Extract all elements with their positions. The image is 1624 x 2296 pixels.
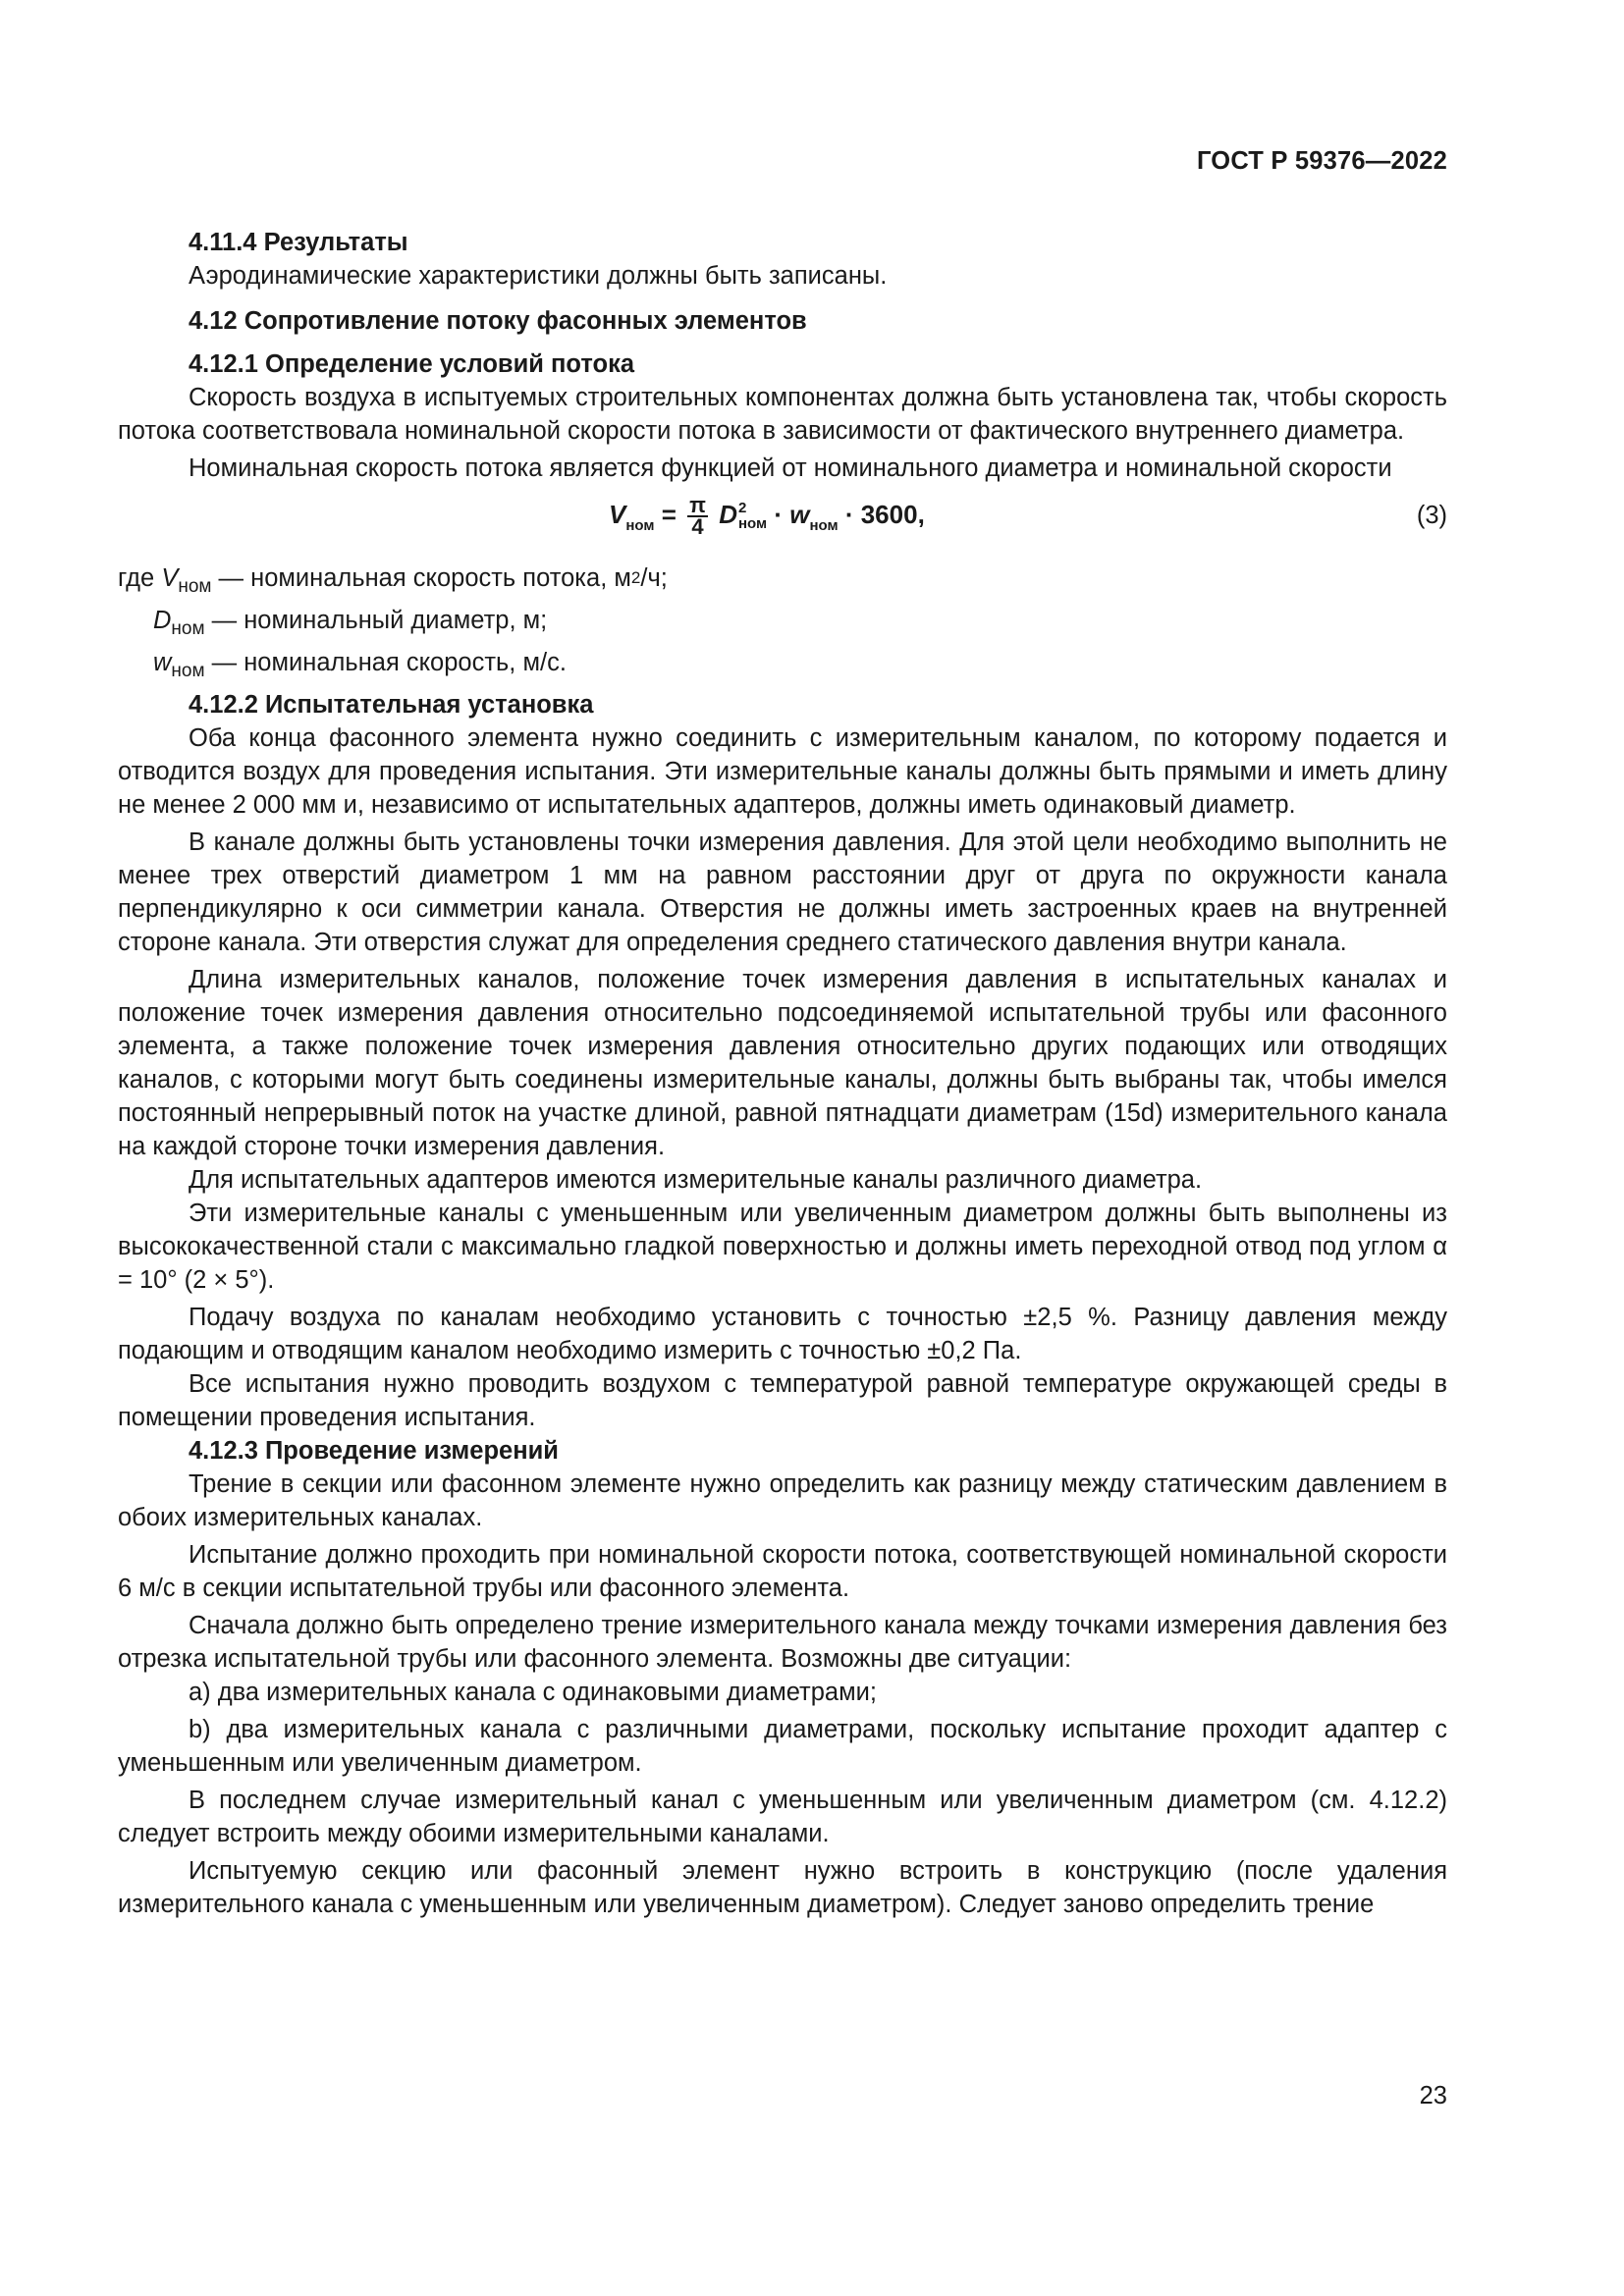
where-desc: — номинальный диаметр, м; bbox=[211, 607, 548, 634]
paragraph: Длина измерительных каналов, положение точек измерения давления в испытательных каналах и положение точек измерения давления относительно подсоединяемой испытательной трубы или фасонного элемента, а также положение точек измерения давления относительно других подающих или отводящих каналов, с которыми могут быть соединены измерительные каналы, должны быть выбраны так, чтобы имелся постоянный непрерывный поток на участке длиной, равной пятнадцати диаметрам (15d) измерительного канала на каждой стороне точки измерения давления. bbox=[118, 966, 1447, 1160]
paragraph: Номинальная скорость потока является функцией от номинального диаметра и номинальной скорости bbox=[189, 454, 1392, 482]
where-symbol-sub: ном bbox=[171, 661, 205, 681]
where-list bbox=[118, 561, 1447, 688]
paragraph: Сначала должно быть определено трение измерительного канала между точками измерения давления без отрезка испытательной трубы или фасонного элемента. Возможны две ситуации: bbox=[118, 1612, 1447, 1673]
formula-lhs: V bbox=[609, 500, 626, 529]
where-item bbox=[118, 561, 1447, 604]
section-heading-4-11-4: 4.11.4 Результаты bbox=[189, 229, 408, 256]
formula-d-scripts bbox=[738, 501, 767, 532]
list-item-a: a) два измерительных канала с одинаковыми диаметрами; bbox=[189, 1679, 877, 1706]
formula-lhs-sub: ном bbox=[625, 517, 655, 534]
section-heading-4-12-1: 4.12.1 Определение условий потока bbox=[189, 350, 635, 378]
paragraph: Все испытания нужно проводить воздухом с температурой равной температуре окружающей среды в помещении проведения испытания. bbox=[118, 1370, 1447, 1431]
list-item-b: b) два измерительных канала с различными диаметрами, поскольку испытание проходит адаптер с уменьшенным или увеличенным диаметром. bbox=[118, 1716, 1447, 1777]
where-symbol: D bbox=[153, 607, 172, 634]
formula-w: w bbox=[789, 500, 810, 529]
where-item bbox=[118, 604, 1447, 646]
section-heading-4-12-2: 4.12.2 Испытательная установка bbox=[189, 691, 594, 719]
where-lead: где bbox=[118, 564, 155, 592]
where-desc-sup: 2 bbox=[630, 568, 641, 587]
where-item bbox=[118, 646, 1447, 688]
formula-equals: = bbox=[661, 500, 677, 529]
where-symbol-sub: ном bbox=[178, 576, 212, 597]
formula-row bbox=[118, 495, 1447, 544]
paragraph: Для испытательных адаптеров имеются измерительные каналы различного диаметра. bbox=[189, 1166, 1203, 1194]
paragraph: Испытание должно проходить при номинальной скорости потока, соответствующей номинальной скорости 6 м/с в секции испытательной трубы или фасонного элемента. bbox=[118, 1541, 1447, 1602]
where-symbol: w bbox=[153, 649, 172, 676]
page-number: 23 bbox=[1419, 2082, 1447, 2109]
paragraph: Трение в секции или фасонном элементе нужно определить как разницу между статическим давлением в обоих измерительных каналах. bbox=[118, 1470, 1447, 1531]
paragraph: В последнем случае измерительный канал с уменьшенным или увеличенным диаметром (см. 4.12.2) следует встроить между обоими измерительными каналами. bbox=[118, 1787, 1447, 1847]
section-heading-4-12: 4.12 Сопротивление потоку фасонных элементов bbox=[189, 307, 807, 335]
paragraph: Испытуемую секцию или фасонный элемент нужно встроить в конструкцию (после удаления измерительного канала с уменьшенным или увеличенным диаметром). Следует заново определить трение bbox=[118, 1857, 1447, 1918]
formula-d-sub: ном bbox=[737, 515, 768, 533]
where-symbol: V bbox=[161, 564, 179, 592]
formula-fraction bbox=[687, 493, 708, 540]
formula-w-sub: ном bbox=[809, 517, 839, 534]
formula-dot: · bbox=[774, 500, 784, 529]
where-symbol-sub: ном bbox=[171, 618, 205, 639]
paragraph: Скорость воздуха в испытуемых строительных компонентах должна быть установлена так, чтобы скорость потока соответствовала номинальной скорости потока в зависимости от фактического внутреннего диаметра. bbox=[118, 384, 1447, 445]
paragraph: Оба конца фасонного элемента нужно соединить с измерительным каналом, по которому подается и отводится воздух для проведения испытания. Эти измерительные каналы должны быть прямыми и иметь длину не менее 2 000 мм и, независимо от испытательных адаптеров, должны иметь одинаковый диаметр. bbox=[118, 724, 1447, 819]
fraction-denominator: 4 bbox=[691, 514, 704, 540]
paragraph: Эти измерительные каналы с уменьшенным или увеличенным диаметром должны быть выполнены из высококачественной стали с максимально гладкой поверхностью и должны иметь переходной отвод под углом α = 10° (2 × 5°). bbox=[118, 1200, 1447, 1294]
formula-3 bbox=[609, 495, 925, 546]
fraction-numerator: π bbox=[689, 493, 706, 518]
document-header: ГОСТ Р 59376—2022 bbox=[1196, 147, 1447, 175]
formula-tail: · 3600, bbox=[844, 500, 925, 529]
where-desc-tail: /ч; bbox=[640, 564, 668, 592]
paragraph: Аэродинамические характеристики должны быть записаны. bbox=[189, 262, 888, 290]
where-desc: — номинальная скорость потока, м bbox=[218, 564, 631, 592]
paragraph: В канале должны быть установлены точки измерения давления. Для этой цели необходимо выполнить не менее трех отверстий диаметром 1 мм на равном расстоянии друг от друга по окружности канала перпендикулярно к оси симметрии канала. Отверстия не должны иметь застроенных краев на внутренней стороне канала. Эти отверстия служат для определения среднего статического давления внутри канала. bbox=[118, 828, 1447, 956]
formula-d-sup: 2 bbox=[737, 500, 747, 517]
equation-number: (3) bbox=[1416, 502, 1447, 529]
formula-d: D bbox=[719, 500, 737, 529]
document-body bbox=[118, 226, 1447, 1921]
paragraph: Подачу воздуха по каналам необходимо установить с точностью ±2,5 %. Разницу давления между подающим и отводящим каналом необходимо измерить с точностью ±0,2 Па. bbox=[118, 1304, 1447, 1364]
section-heading-4-12-3: 4.12.3 Проведение измерений bbox=[189, 1437, 559, 1465]
where-desc: — номинальная скорость, м/с. bbox=[211, 649, 567, 676]
